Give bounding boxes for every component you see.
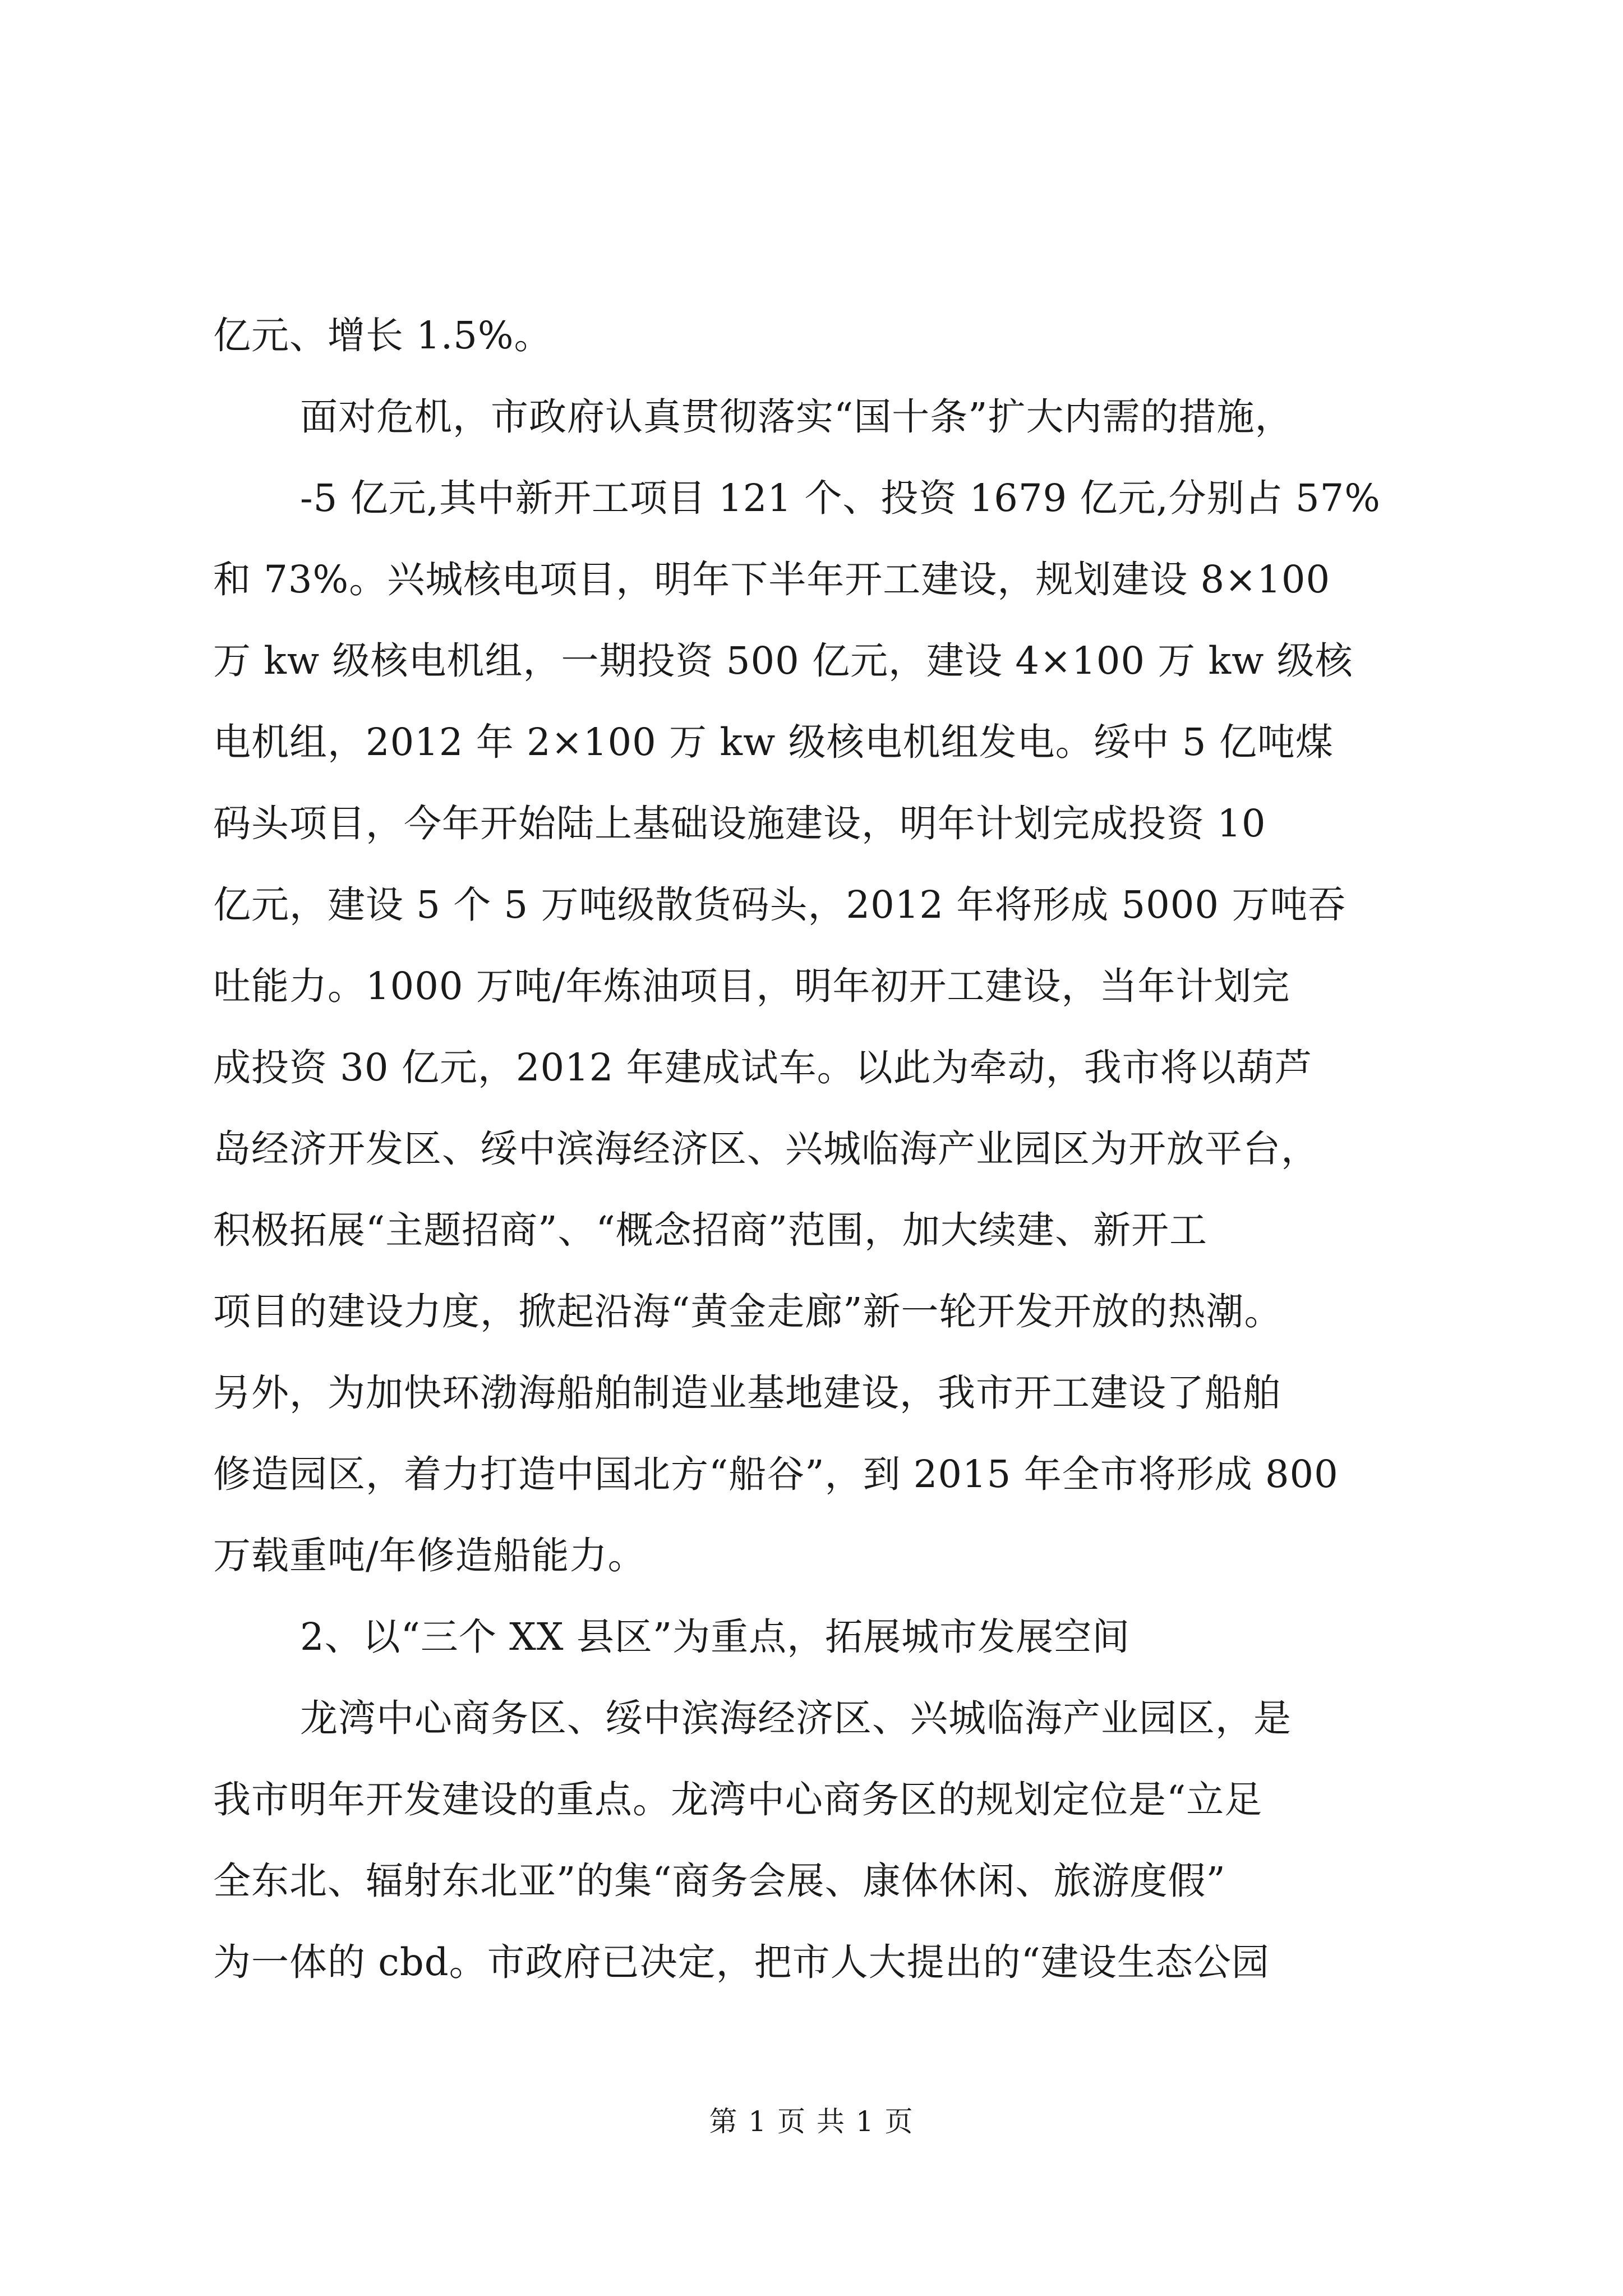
text-line: 和 73%。兴城核电项目，明年下半年开工建设，规划建设 8×100 bbox=[213, 558, 1331, 601]
text-line: 码头项目，今年开始陆上基础设施建设，明年计划完成投资 10 bbox=[213, 802, 1266, 845]
text-line: 万载重吨/年修造船能力。 bbox=[213, 1534, 646, 1577]
text-line: 积极拓展“主题招商”、“概念招商”范围，加大续建、新开工 bbox=[213, 1208, 1208, 1252]
text-line: 吐能力。1000 万吨/年炼油项目，明年初开工建设，当年计划完 bbox=[213, 964, 1290, 1008]
text-line: 电机组，2012 年 2×100 万 kw 级核电机组发电。绥中 5 亿吨煤 bbox=[213, 720, 1334, 764]
paragraph-start-line: 面对危机，市政府认真贯彻落实“国十条”扩大内需的措施， bbox=[300, 395, 1293, 439]
text-line: 修造园区，着力打造中国北方“船谷”，到 2015 年全市将形成 800 bbox=[213, 1452, 1339, 1496]
text-line: 我市明年开发建设的重点。龙湾中心商务区的规划定位是“立足 bbox=[213, 1778, 1263, 1821]
text-line: 成投资 30 亿元，2012 年建成试车。以此为牵动，我市将以葫芦 bbox=[213, 1046, 1313, 1089]
text-line: 亿元、增长 1.5%。 bbox=[213, 314, 552, 357]
page-number-footer: 第 1 页 共 1 页 bbox=[709, 2105, 914, 2138]
text-line: 全东北、辐射东北亚”的集“商务会展、康体休闲、旅游度假” bbox=[213, 1859, 1226, 1903]
text-line: 另外，为加快环渤海船舶制造业基地建设，我市开工建设了船舶 bbox=[213, 1371, 1281, 1415]
section-heading: 2、以“三个 XX 县区”为重点，拓展城市发展空间 bbox=[300, 1615, 1131, 1659]
text-line: 万 kw 级核电机组，一期投资 500 亿元，建设 4×100 万 kw 级核 bbox=[213, 639, 1353, 683]
text-line: 亿元，建设 5 个 5 万吨级散货码头，2012 年将形成 5000 万吨吞 bbox=[213, 883, 1347, 927]
paragraph-start-line: -5 亿元,其中新开工项目 121 个、投资 1679 亿元,分别占 57% bbox=[300, 476, 1381, 520]
text-line: 为一体的 cbd。市政府已决定，把市人大提出的“建设生态公园 bbox=[213, 1940, 1270, 1984]
text-line: 岛经济开发区、绥中滨海经济区、兴城临海产业园区为开放平台， bbox=[213, 1127, 1319, 1171]
paragraph-start-line: 龙湾中心商务区、绥中滨海经济区、兴城临海产业园区，是 bbox=[300, 1696, 1292, 1740]
text-line: 项目的建设力度，掀起沿海“黄金走廊”新一轮开发开放的热潮。 bbox=[213, 1290, 1283, 1333]
